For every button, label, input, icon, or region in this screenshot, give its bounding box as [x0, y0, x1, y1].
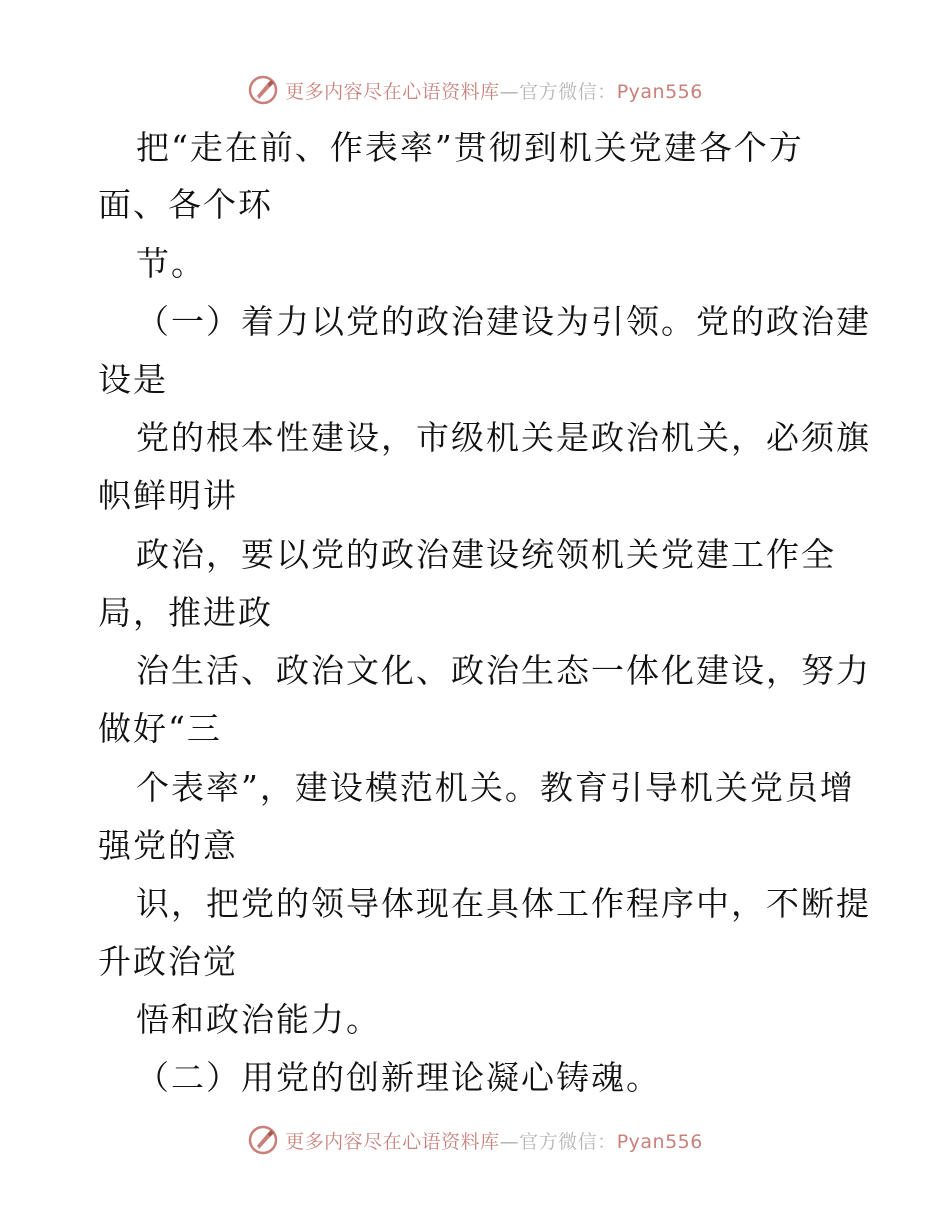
text-line: 强党的意 — [98, 826, 238, 865]
text-line: （一）着力以党的政治建设为引领。党的政治建 — [136, 302, 871, 341]
text-line: 把“走在前、作表率”贯彻到机关党建各个方 — [136, 128, 804, 167]
watermark-text — [285, 1127, 703, 1154]
text-line: （二）用党的创新理论凝心铸魂。 — [136, 1058, 661, 1097]
watermark-label: 官方微信： — [519, 1130, 617, 1153]
text-line: 升政治觉 — [98, 942, 238, 981]
watermark-main: 更多内容尽在心语资料库 — [285, 1130, 500, 1153]
footer-watermark — [0, 1120, 950, 1160]
text-line: 设是 — [98, 360, 168, 399]
text-line: 节。 — [136, 244, 206, 283]
watermark-dash: — — [499, 1130, 520, 1153]
pen-logo-icon — [247, 74, 279, 106]
text-line: 党的根本性建设，市级机关是政治机关，必须旗 — [136, 418, 871, 457]
pen-logo-icon — [247, 1124, 279, 1156]
watermark-account: Pyan556 — [616, 1130, 703, 1153]
text-line: 个表率”，建设模范机关。教育引导机关党员增 — [136, 768, 855, 807]
watermark-label: 官方微信： — [519, 80, 617, 103]
header-watermark — [0, 70, 950, 110]
watermark-text — [285, 77, 703, 104]
text-line: 面、各个环 — [98, 185, 273, 224]
text-line: 局，推进政 — [98, 593, 273, 632]
text-line: 悟和政治能力。 — [136, 1000, 381, 1039]
text-line: 识，把党的领导体现在具体工作程序中，不断提 — [136, 884, 871, 923]
watermark-account: Pyan556 — [616, 80, 703, 103]
text-line: 政治，要以党的政治建设统领机关党建工作全 — [136, 535, 836, 574]
watermark-dash: — — [499, 80, 520, 103]
text-line: 做好“三 — [98, 709, 222, 748]
text-line: 治生活、政治文化、政治生态一体化建设，努力 — [136, 651, 871, 690]
text-line: 帜鲜明讲 — [98, 476, 238, 515]
watermark-main: 更多内容尽在心语资料库 — [285, 80, 500, 103]
